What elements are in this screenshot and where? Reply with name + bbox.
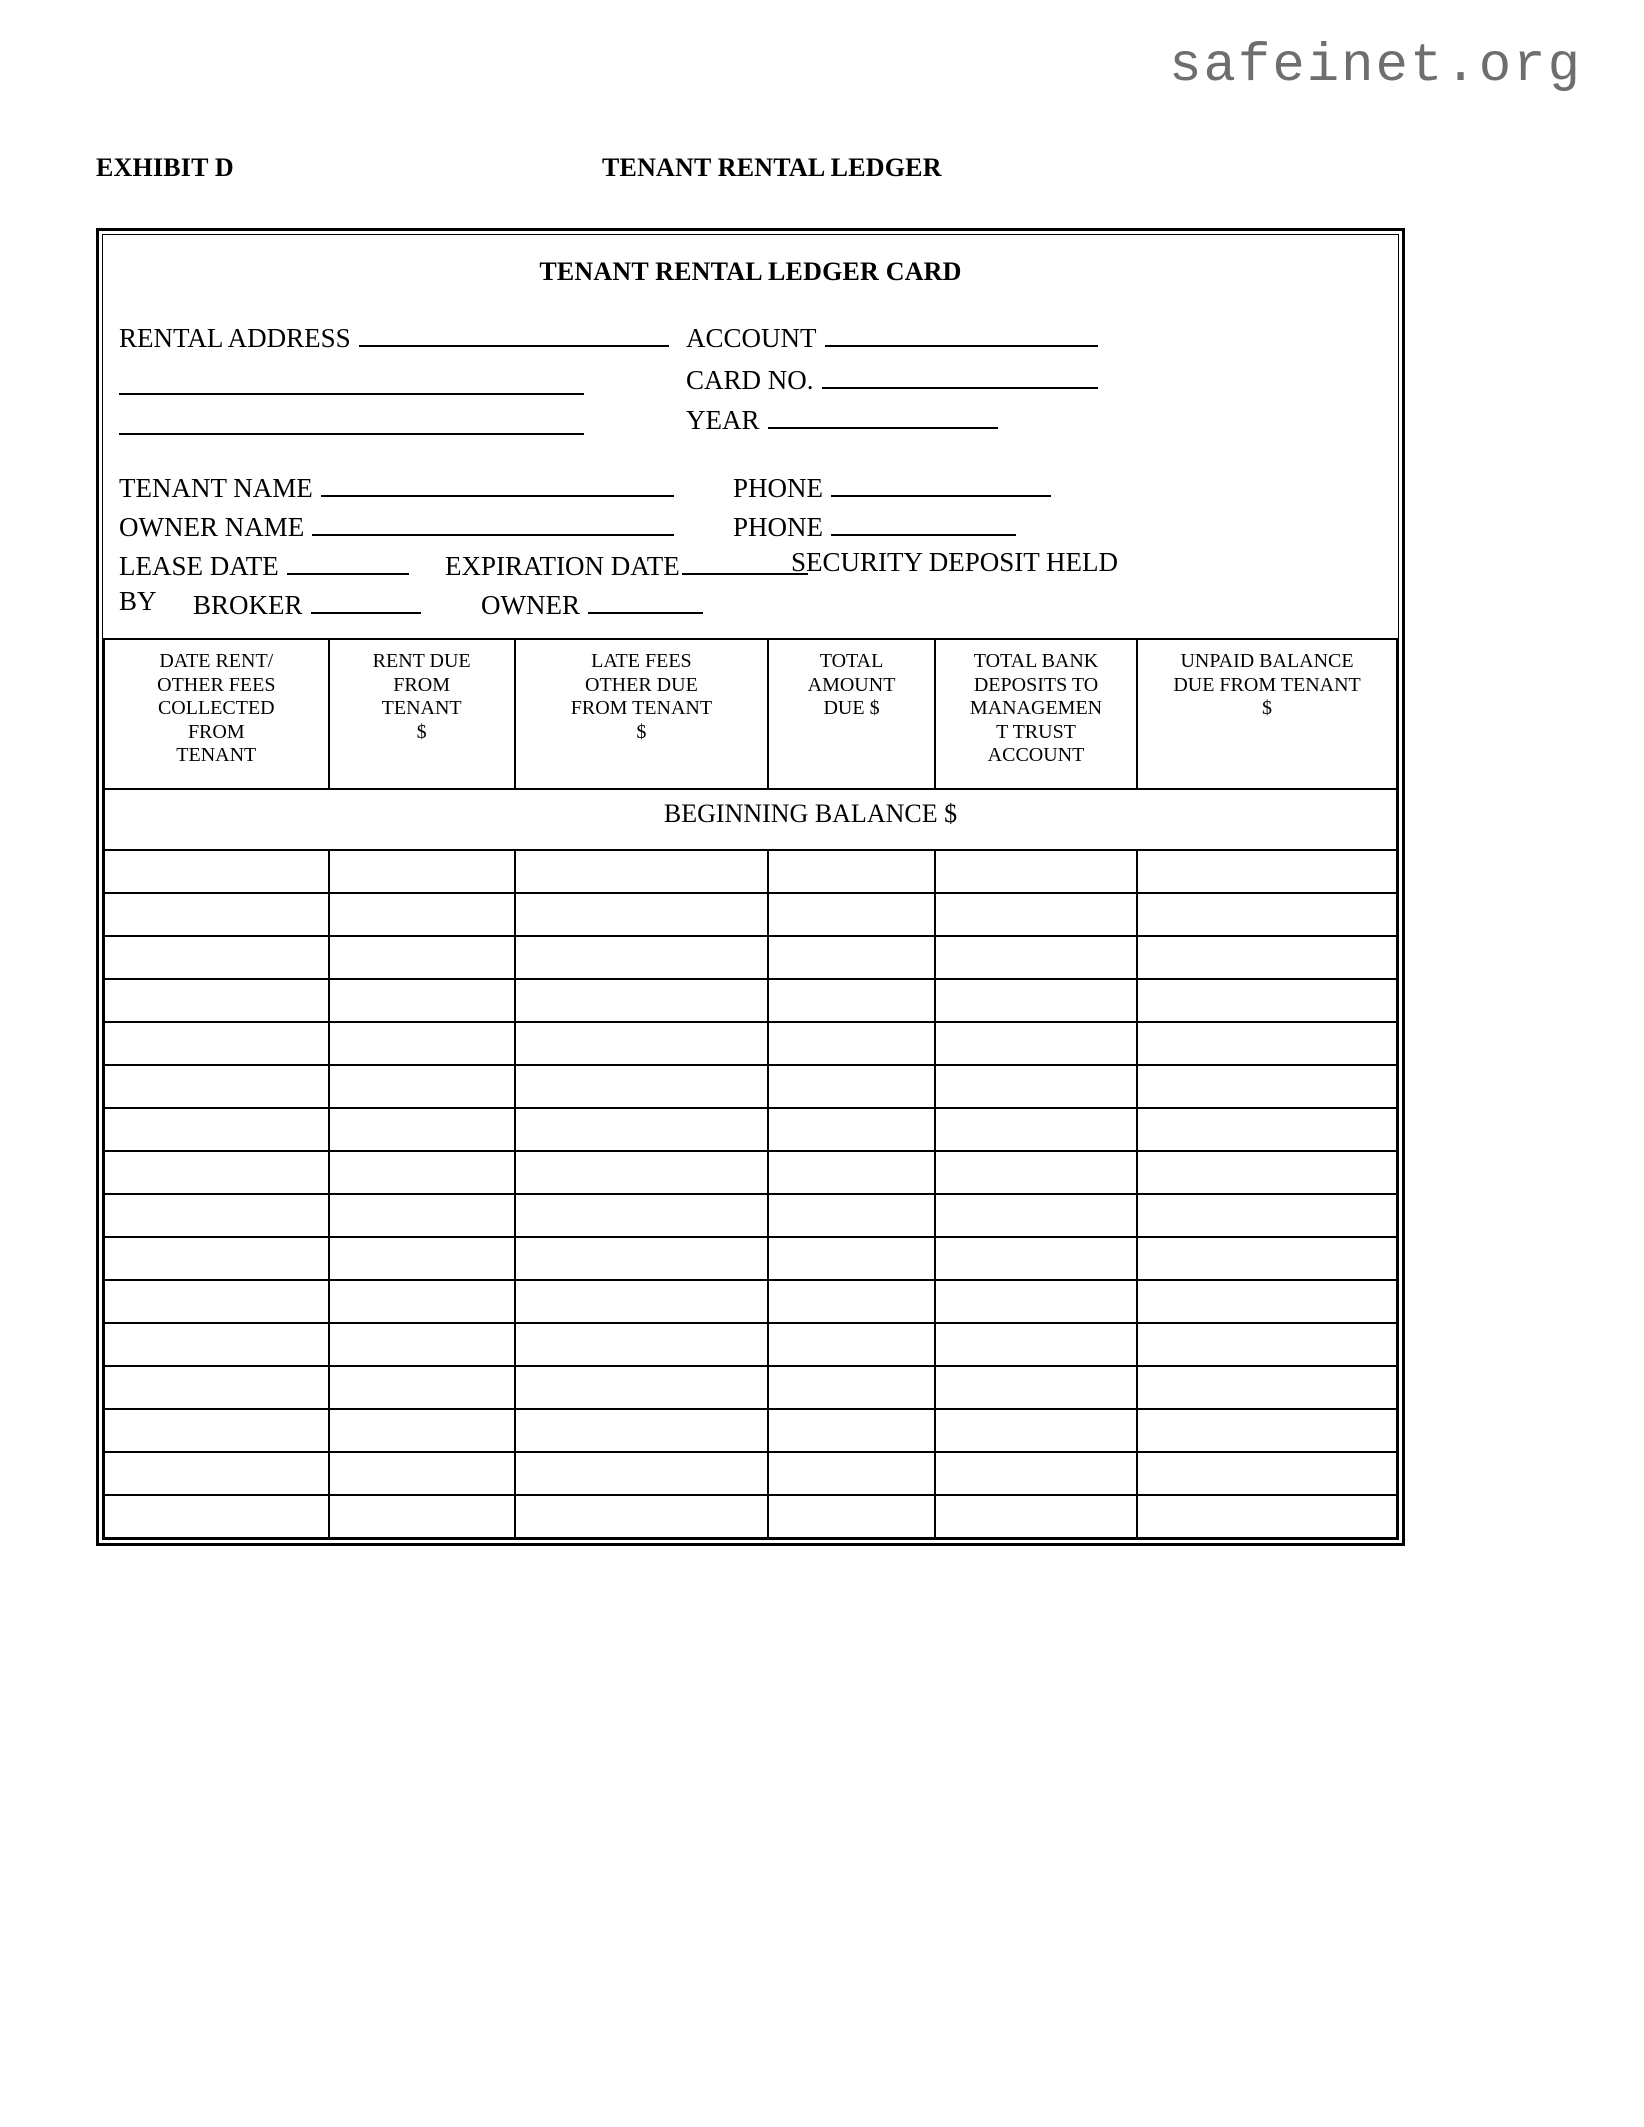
rental-address-line2-input[interactable] [119, 369, 584, 395]
ledger-cell[interactable] [1137, 1022, 1397, 1065]
ledger-cell[interactable] [515, 1366, 768, 1409]
ledger-cell[interactable] [768, 1108, 935, 1151]
table-row [104, 1151, 1397, 1194]
ledger-cell[interactable] [935, 1323, 1137, 1366]
header-line: FROM TENANT [570, 697, 713, 720]
ledger-cell[interactable] [935, 1409, 1137, 1452]
lease-date-field[interactable] [119, 549, 409, 580]
ledger-cell[interactable] [768, 1409, 935, 1452]
ledger-cell[interactable] [935, 1194, 1137, 1237]
ledger-cell[interactable] [515, 1495, 768, 1538]
header-line: T TRUST [996, 720, 1076, 743]
ledger-cell[interactable] [329, 1280, 515, 1323]
ledger-cell[interactable] [515, 1452, 768, 1495]
table-row [104, 1409, 1397, 1452]
ledger-cell[interactable] [329, 1366, 515, 1409]
ledger-cell[interactable] [935, 850, 1137, 893]
broker-label: BROKER [193, 590, 303, 620]
column-header-rent-due-from-tenant [329, 639, 515, 789]
ledger-cell[interactable] [935, 1452, 1137, 1495]
ledger-cell[interactable] [935, 1280, 1137, 1323]
ledger-cell[interactable] [1137, 1237, 1397, 1280]
year-label: YEAR [686, 405, 760, 435]
ledger-cell[interactable] [329, 1065, 515, 1108]
ledger-cell[interactable] [768, 936, 935, 979]
ledger-cell[interactable] [515, 979, 768, 1022]
ledger-cell[interactable] [104, 1151, 329, 1194]
ledger-cell[interactable] [768, 893, 935, 936]
header-line: AMOUNT [807, 673, 896, 696]
owner-phone-input[interactable] [831, 510, 1016, 536]
header-line: ACCOUNT [987, 744, 1085, 767]
ledger-cell[interactable] [935, 1151, 1137, 1194]
ledger-cell[interactable] [768, 1151, 935, 1194]
expiration-date-field[interactable] [445, 549, 808, 580]
ledger-cell[interactable] [104, 1452, 329, 1495]
account-input[interactable] [825, 321, 1098, 347]
column-header-date-rent-collected [104, 639, 329, 789]
owner-phone-field[interactable] [733, 510, 1016, 541]
tenant-name-field[interactable] [119, 471, 674, 502]
table-row [104, 1065, 1397, 1108]
table-row [104, 1366, 1397, 1409]
ledger-cell[interactable] [935, 936, 1137, 979]
header-line: TOTAL BANK [973, 650, 1099, 672]
ledger-cell[interactable] [768, 979, 935, 1022]
ledger-cell[interactable] [768, 1065, 935, 1108]
column-header-total-bank-deposits [935, 639, 1137, 789]
beginning-balance-cell [104, 789, 1397, 850]
form-fields-area [103, 295, 1398, 634]
lease-date-label: LEASE DATE [119, 551, 279, 581]
ledger-cell[interactable] [515, 1108, 768, 1151]
ledger-cell[interactable] [329, 1108, 515, 1151]
ledger-cell[interactable] [1137, 979, 1397, 1022]
table-row [104, 979, 1397, 1022]
broker-input[interactable] [311, 588, 421, 614]
by-label-wrap [119, 588, 157, 615]
table-row [104, 1108, 1397, 1151]
expiration-date-input[interactable] [682, 549, 808, 575]
ledger-cell[interactable] [1137, 1108, 1397, 1151]
ledger-cell[interactable] [104, 1409, 329, 1452]
ledger-cell[interactable] [515, 1194, 768, 1237]
table-row [104, 1495, 1397, 1538]
table-row [104, 1452, 1397, 1495]
rental-address-line3-field[interactable] [119, 409, 584, 435]
header-line: $ [416, 720, 427, 743]
ledger-cell[interactable] [1137, 1194, 1397, 1237]
ledger-cell[interactable] [935, 1108, 1137, 1151]
broker-field[interactable] [193, 588, 421, 619]
card-no-field[interactable] [686, 363, 1098, 394]
column-header-unpaid-balance-due [1137, 639, 1397, 789]
ledger-cell[interactable] [935, 1237, 1137, 1280]
ledger-cell[interactable] [1137, 893, 1397, 936]
ledger-card-frame [96, 228, 1405, 1546]
ledger-cell[interactable] [768, 1237, 935, 1280]
column-header-late-fees-other-due [515, 639, 768, 789]
ledger-cell[interactable] [329, 1022, 515, 1065]
ledger-cell[interactable] [515, 936, 768, 979]
tenant-phone-input[interactable] [831, 471, 1051, 497]
column-header-total-amount-due [768, 639, 935, 789]
card-no-input[interactable] [822, 363, 1098, 389]
owner-name-label: OWNER NAME [119, 512, 305, 542]
ledger-cell[interactable] [1137, 1280, 1397, 1323]
header-line: FROM [393, 673, 450, 696]
table-row [104, 1323, 1397, 1366]
ledger-cell[interactable] [515, 1022, 768, 1065]
form-row-owner-name [119, 510, 1382, 549]
header-line: DATE RENT/ [159, 650, 274, 672]
ledger-cell[interactable] [768, 850, 935, 893]
header-line: $ [636, 720, 647, 743]
table-row [104, 1194, 1397, 1237]
owner-sign-field[interactable] [481, 588, 703, 619]
header-line: LATE FEES [591, 650, 692, 672]
site-watermark: safeinet.org [1169, 36, 1582, 97]
ledger-cell[interactable] [1137, 1495, 1397, 1538]
year-field[interactable] [686, 403, 998, 434]
ledger-cell[interactable] [1137, 1323, 1397, 1366]
ledger-cell[interactable] [104, 936, 329, 979]
ledger-cell[interactable] [329, 1151, 515, 1194]
ledger-cell[interactable] [104, 1194, 329, 1237]
rental-address-line2-field[interactable] [119, 369, 584, 395]
form-row-address3-year [119, 403, 1382, 447]
ledger-cell[interactable] [515, 850, 768, 893]
ledger-cell[interactable] [1137, 1065, 1397, 1108]
ledger-cell[interactable] [104, 893, 329, 936]
ledger-cell[interactable] [515, 1409, 768, 1452]
ledger-cell[interactable] [768, 1280, 935, 1323]
tenant-name-input[interactable] [321, 471, 674, 497]
form-row-lease-dates [119, 549, 1382, 588]
ledger-cell[interactable] [104, 1495, 329, 1538]
ledger-cell[interactable] [329, 893, 515, 936]
ledger-card-inner-border [102, 234, 1399, 1540]
year-input[interactable] [768, 403, 998, 429]
header-line: MANAGEMEN [969, 697, 1103, 720]
expiration-date-label: EXPIRATION DATE [445, 551, 680, 581]
exhibit-label: EXHIBIT D [96, 153, 234, 182]
card-no-label: CARD NO. [686, 365, 814, 395]
form-row-by-broker-owner [119, 588, 1382, 628]
header-line: TENANT [381, 697, 462, 720]
security-deposit-held-label: SECURITY DEPOSIT HELD [791, 547, 1119, 577]
document-header [96, 153, 1396, 187]
ledger-cell[interactable] [768, 1022, 935, 1065]
table-row [104, 893, 1397, 936]
ledger-cell[interactable] [104, 1323, 329, 1366]
owner-sign-input[interactable] [588, 588, 703, 614]
ledger-cell[interactable] [104, 979, 329, 1022]
header-line: OTHER FEES [157, 673, 276, 696]
ledger-cell[interactable] [515, 1323, 768, 1366]
beginning-balance-row [104, 789, 1397, 850]
ledger-cell[interactable] [935, 1495, 1137, 1538]
ledger-cell[interactable] [515, 1280, 768, 1323]
ledger-cell[interactable] [935, 1366, 1137, 1409]
header-line: COLLECTED [157, 697, 275, 720]
header-line: RENT DUE [372, 650, 471, 672]
table-row [104, 1237, 1397, 1280]
rental-address-label: RENTAL ADDRESS [119, 323, 351, 353]
tenant-name-label: TENANT NAME [119, 473, 313, 503]
ledger-cell[interactable] [1137, 1409, 1397, 1452]
owner-sign-label: OWNER [481, 590, 580, 620]
owner-phone-label: PHONE [733, 512, 824, 542]
ledger-cell[interactable] [104, 1237, 329, 1280]
ledger-cell[interactable] [515, 1065, 768, 1108]
header-line: UNPAID BALANCE [1180, 650, 1354, 672]
ledger-cell[interactable] [329, 1495, 515, 1538]
ledger-cell[interactable] [1137, 850, 1397, 893]
ledger-cell[interactable] [515, 1237, 768, 1280]
tenant-phone-field[interactable] [733, 471, 1051, 502]
rental-address-field[interactable] [119, 321, 669, 352]
ledger-cell[interactable] [1137, 1452, 1397, 1495]
ledger-cell[interactable] [329, 1237, 515, 1280]
ledger-cell[interactable] [329, 1323, 515, 1366]
table-row [104, 1280, 1397, 1323]
header-line: TENANT [176, 744, 257, 767]
table-row [104, 850, 1397, 893]
owner-name-input[interactable] [312, 510, 674, 536]
header-line: DUE FROM TENANT [1173, 673, 1361, 696]
header-line: DEPOSITS TO [973, 673, 1099, 696]
lease-date-input[interactable] [287, 549, 409, 575]
ledger-cell[interactable] [1137, 936, 1397, 979]
ledger-cell[interactable] [935, 979, 1137, 1022]
ledger-cell[interactable] [768, 1366, 935, 1409]
header-line: FROM [187, 720, 245, 743]
ledger-cell[interactable] [329, 850, 515, 893]
ledger-cell[interactable] [329, 1409, 515, 1452]
account-field[interactable] [686, 321, 1098, 352]
ledger-header-row [104, 639, 1397, 789]
ledger-cell[interactable] [1137, 1151, 1397, 1194]
ledger-cell[interactable] [935, 1065, 1137, 1108]
rental-address-line3-input[interactable] [119, 409, 584, 435]
ledger-cell[interactable] [104, 1366, 329, 1409]
owner-name-field[interactable] [119, 510, 674, 541]
rental-address-input[interactable] [359, 321, 669, 347]
ledger-cell[interactable] [768, 1452, 935, 1495]
ledger-table [103, 638, 1398, 1539]
ledger-cell[interactable] [104, 850, 329, 893]
beginning-balance-label: BEGINNING BALANCE $ [663, 799, 958, 828]
ledger-table-body [104, 789, 1397, 1538]
by-label: BY [119, 586, 157, 616]
ledger-cell[interactable] [104, 1065, 329, 1108]
form-row-address2-cardno [119, 363, 1382, 403]
ledger-cell[interactable] [1137, 1366, 1397, 1409]
card-title: TENANT RENTAL LEDGER CARD [539, 257, 962, 286]
ledger-cell[interactable] [768, 1194, 935, 1237]
account-label: ACCOUNT [686, 323, 817, 353]
security-deposit-held-label-wrap [791, 549, 1118, 576]
ledger-cell[interactable] [104, 1108, 329, 1151]
ledger-cell[interactable] [935, 893, 1137, 936]
header-line: $ [1262, 697, 1273, 720]
ledger-cell[interactable] [329, 979, 515, 1022]
ledger-cell[interactable] [768, 1323, 935, 1366]
ledger-cell[interactable] [935, 1022, 1137, 1065]
ledger-cell[interactable] [515, 893, 768, 936]
form-row-address-account [119, 321, 1382, 363]
tenant-phone-label: PHONE [733, 473, 824, 503]
table-row [104, 936, 1397, 979]
ledger-cell[interactable] [329, 936, 515, 979]
form-row-tenant-name [119, 471, 1382, 510]
header-line: OTHER DUE [585, 673, 698, 696]
header-line: TOTAL [819, 650, 884, 672]
page-title: TENANT RENTAL LEDGER [602, 153, 942, 182]
ledger-cell[interactable] [768, 1495, 935, 1538]
ledger-cell[interactable] [515, 1151, 768, 1194]
ledger-cell[interactable] [104, 1280, 329, 1323]
ledger-cell[interactable] [329, 1452, 515, 1495]
ledger-cell[interactable] [104, 1022, 329, 1065]
ledger-cell[interactable] [329, 1194, 515, 1237]
header-line: DUE $ [823, 697, 880, 720]
table-row [104, 1022, 1397, 1065]
